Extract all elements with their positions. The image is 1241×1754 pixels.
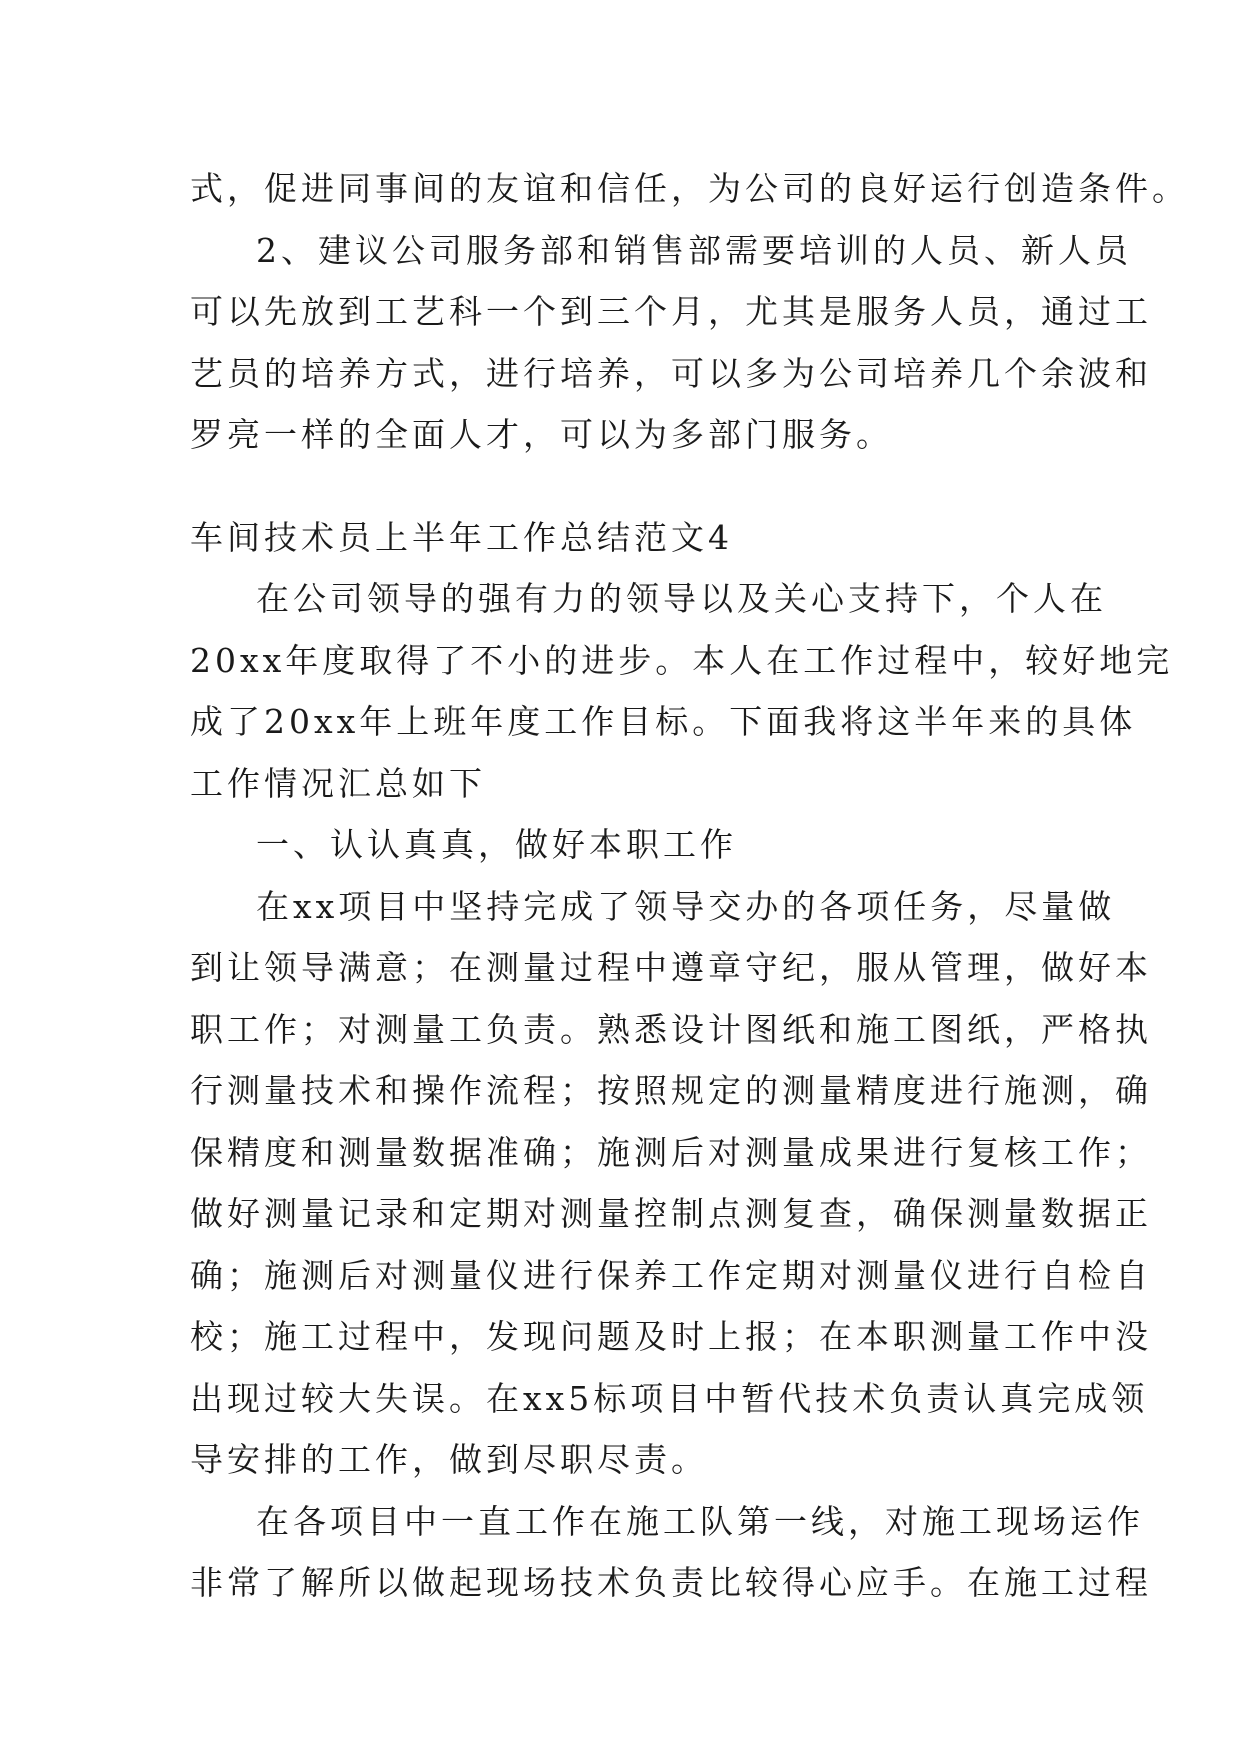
paragraph-line: 确；施测后对测量仪进行保养工作定期对测量仪进行自检自: [190, 1255, 1152, 1295]
paragraph-line: 到让领导满意；在测量过程中遵章守纪，服从管理，做好本: [190, 948, 1152, 987]
document-body: [190, 158, 1189, 1614]
paragraph-line: 成了20xx年上班年度工作目标。下面我将这半年来的具体: [190, 702, 1137, 741]
paragraph-line: 20xx年度取得了不小的进步。本人在工作过程中，较好地完: [190, 640, 1174, 680]
paragraph-line: 式，促进同事间的友谊和信任，为公司的良好运行创造条件。: [190, 169, 1189, 208]
paragraph-line: 在公司领导的强有力的领导以及关心支持下，个人在: [256, 579, 1107, 618]
paragraph-line: 职工作；对测量工负责。熟悉设计图纸和施工图纸，严格执: [190, 1009, 1152, 1049]
paragraph-line: 2、建议公司服务部和销售部需要培训的人员、新人员: [256, 230, 1132, 270]
paragraph-line: 艺员的培养方式，进行培养，可以多为公司培养几个余波和: [190, 353, 1152, 393]
paragraph-line: 在xx项目中坚持完成了领导交办的各项任务，尽量做: [256, 886, 1116, 926]
paragraph-line: 行测量技术和操作流程；按照规定的测量精度进行施测，确: [190, 1071, 1152, 1110]
paragraph-line: 工作情况汇总如下: [190, 763, 486, 803]
paragraph-line: 导安排的工作，做到尽职尽责。: [190, 1440, 708, 1479]
paragraph-line: 可以先放到工艺科一个到三个月，尤其是服务人员，通过工: [190, 292, 1152, 331]
paragraph-line: 做好测量记录和定期对测量控制点测复查，确保测量数据正: [190, 1194, 1152, 1233]
section-gap: [190, 466, 1060, 507]
subsection-heading: 一、认认真真，做好本职工作: [256, 825, 737, 864]
paragraph-line: 校；施工过程中，发现问题及时上报；在本职测量工作中没: [190, 1317, 1152, 1356]
paragraph-line: 出现过较大失误。在xx5标项目中暂代技术负责认真完成领: [190, 1378, 1149, 1418]
paragraph-line: 保精度和测量数据准确；施测后对测量成果进行复核工作；: [190, 1132, 1152, 1172]
paragraph-line: 在各项目中一直工作在施工队第一线，对施工现场运作: [256, 1501, 1144, 1541]
paragraph-line: 非常了解所以做起现场技术负责比较得心应手。在施工过程: [190, 1563, 1152, 1602]
section-title: 车间技术员上半年工作总结范文4: [190, 517, 733, 557]
paragraph-line: 罗亮一样的全面人才，可以为多部门服务。: [190, 415, 893, 454]
